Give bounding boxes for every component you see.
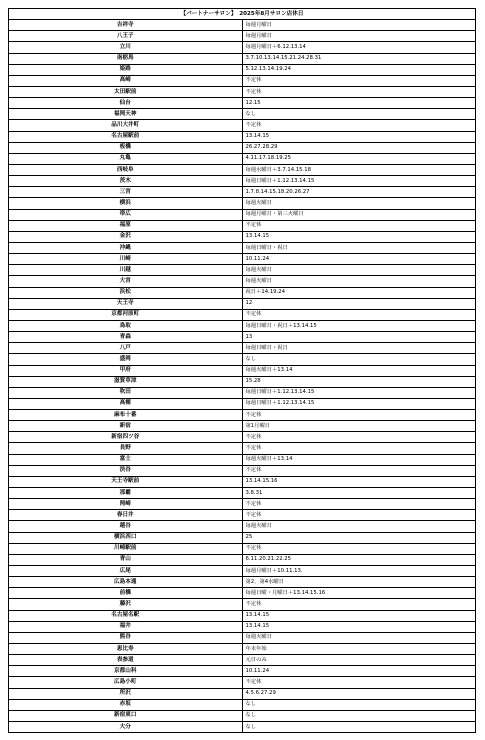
closure-days-cell: 毎週月曜日＋6.12.13.14 (242, 42, 476, 53)
salon-location-cell: 金沢 (9, 231, 243, 242)
table-row (9, 677, 476, 688)
closure-days-cell: 13 (242, 332, 476, 343)
salon-location-cell: 渋谷 (9, 465, 243, 476)
table-row (9, 64, 476, 75)
table-row (9, 265, 476, 276)
closure-days-cell: 毎週火曜日＋13.14 (242, 365, 476, 376)
salon-location-cell: 麻布十番 (9, 410, 243, 421)
table-row (9, 410, 476, 421)
closure-days-cell: 6.11.20.21.22.25 (242, 554, 476, 565)
closure-days-cell: 第2、第4水曜日 (242, 577, 476, 588)
closure-days-cell: 毎週日曜日・祝日 (242, 343, 476, 354)
salon-location-cell: 鳥取 (9, 320, 243, 331)
table-row (9, 655, 476, 666)
closure-days-cell: 毎週月曜日 (242, 20, 476, 31)
salon-location-cell: 三宮 (9, 187, 243, 198)
closure-days-cell: 毎週日曜日・祝日＋13.14.15 (242, 320, 476, 331)
closure-days-cell: 第1月曜日 (242, 421, 476, 432)
table-row (9, 75, 476, 86)
salon-location-cell: 川崎 (9, 254, 243, 265)
table-row (9, 510, 476, 521)
salon-location-cell: 八王子 (9, 31, 243, 42)
table-row (9, 31, 476, 42)
salon-location-cell: 赤坂 (9, 699, 243, 710)
closure-days-cell: 毎週火曜日 (242, 265, 476, 276)
salon-location-cell: 仙台 (9, 98, 243, 109)
salon-location-cell: 名古屋名駅 (9, 610, 243, 621)
salon-location-cell: 青森 (9, 332, 243, 343)
salon-location-cell: 高崎 (9, 75, 243, 86)
closure-days-cell: 25 (242, 532, 476, 543)
salon-location-cell: 恵比寿 (9, 644, 243, 655)
salon-location-cell: 盛岡 (9, 354, 243, 365)
table-row (9, 521, 476, 532)
salon-location-cell: 那覇 (9, 488, 243, 499)
table-row (9, 476, 476, 487)
closure-days-cell: 毎週水曜日＋3.7.14.15.18 (242, 164, 476, 175)
salon-location-cell: 川崎駅前 (9, 543, 243, 554)
table-row (9, 42, 476, 53)
salon-location-cell: 板橋 (9, 142, 243, 153)
salon-location-cell: 福井 (9, 621, 243, 632)
salon-location-cell: 茨木 (9, 176, 243, 187)
salon-location-cell: 滋賀草津 (9, 376, 243, 387)
closure-days-cell: 不定休 (242, 599, 476, 610)
table-row (9, 343, 476, 354)
closure-days-cell: 毎週日曜日＋1.12.13.14.15 (242, 398, 476, 409)
salon-location-cell: 天王寺駅前 (9, 476, 243, 487)
closure-days-cell: 毎週日曜日＋1.12.13.14.15 (242, 387, 476, 398)
table-row (9, 432, 476, 443)
closure-days-cell: 毎週日曜日・祝日 (242, 242, 476, 253)
salon-location-cell: 広島小町 (9, 677, 243, 688)
closure-days-cell: 26.27.28.29 (242, 142, 476, 153)
closure-days-cell: 不定休 (242, 75, 476, 86)
salon-location-cell: 丸亀 (9, 153, 243, 164)
salon-location-cell: 沖縄 (9, 242, 243, 253)
table-row (9, 220, 476, 231)
salon-location-cell: 川越 (9, 265, 243, 276)
closure-days-cell: 毎週月曜日・第三火曜日 (242, 209, 476, 220)
closure-days-cell: 13.14.15 (242, 231, 476, 242)
closure-days-cell: 15.28 (242, 376, 476, 387)
salon-location-cell: 吹田 (9, 387, 243, 398)
salon-location-cell: 南栃馬 (9, 53, 243, 64)
table-body (9, 20, 476, 733)
closure-days-cell: 不定休 (242, 510, 476, 521)
closure-days-cell: 4.11.17.18.19.25 (242, 153, 476, 164)
closure-days-cell: 不定休 (242, 465, 476, 476)
closure-days-cell: 不定休 (242, 543, 476, 554)
table-row (9, 376, 476, 387)
table-row (9, 320, 476, 331)
table-row (9, 398, 476, 409)
closure-days-cell: 元日のみ (242, 655, 476, 666)
closure-days-cell: 13.14.15.16 (242, 476, 476, 487)
closure-days-cell: 5.12.13.14.19.24 (242, 64, 476, 75)
salon-location-cell: 西岐阜 (9, 164, 243, 175)
closure-days-cell: 年末年始 (242, 644, 476, 655)
closure-days-cell: 不定休 (242, 86, 476, 97)
table-row (9, 20, 476, 31)
salon-location-cell: 表参道 (9, 655, 243, 666)
table-row (9, 198, 476, 209)
closure-days-cell: 毎週日曜・月曜日＋13.14.15.16 (242, 588, 476, 599)
closure-days-cell: 1.7.8.14.15.18.20.26.27 (242, 187, 476, 198)
table-row (9, 666, 476, 677)
table-row (9, 309, 476, 320)
closure-days-cell: 10.11.24 (242, 254, 476, 265)
closure-days-cell: 祝日＋14.19.24 (242, 287, 476, 298)
salon-location-cell: 太田駅前 (9, 86, 243, 97)
table-row (9, 454, 476, 465)
salon-location-cell: 広尾 (9, 566, 243, 577)
salon-location-cell: 京都河原町 (9, 309, 243, 320)
closure-days-cell: 不定休 (242, 220, 476, 231)
table-row (9, 242, 476, 253)
salon-location-cell: 青山 (9, 554, 243, 565)
closure-days-cell: なし (242, 354, 476, 365)
salon-location-cell: 広島本通 (9, 577, 243, 588)
table-row (9, 644, 476, 655)
closure-days-cell: 10.11.24 (242, 666, 476, 677)
table-row (9, 688, 476, 699)
salon-location-cell: 春日井 (9, 510, 243, 521)
salon-location-cell: 新宿四ツ谷 (9, 432, 243, 443)
table-row (9, 164, 476, 175)
salon-location-cell: 浜松 (9, 287, 243, 298)
closure-days-cell: 3.7.10.13.14.15.21.24.28.31 (242, 53, 476, 64)
salon-location-cell: 岡崎 (9, 499, 243, 510)
title-row (9, 9, 476, 20)
table-row (9, 499, 476, 510)
salon-location-cell: 品川大井町 (9, 120, 243, 131)
table-row (9, 588, 476, 599)
table-row (9, 710, 476, 721)
table-row (9, 365, 476, 376)
salon-location-cell: 福原 (9, 220, 243, 231)
salon-location-cell: 大宮 (9, 276, 243, 287)
salon-location-cell: 名古屋駅前 (9, 131, 243, 142)
salon-location-cell: 高槻 (9, 398, 243, 409)
closure-days-cell: 13.14.15 (242, 131, 476, 142)
salon-location-cell: 長野 (9, 443, 243, 454)
salon-location-cell: 大分 (9, 722, 243, 733)
closure-days-cell: 3.8.31 (242, 488, 476, 499)
table-row (9, 153, 476, 164)
salon-location-cell: 熊谷 (9, 632, 243, 643)
closure-days-cell: 13.14.15 (242, 621, 476, 632)
closure-days-cell: 毎週日曜日＋1.12.13.14.15 (242, 176, 476, 187)
closure-days-cell: なし (242, 710, 476, 721)
closure-days-cell: 毎週火曜日 (242, 521, 476, 532)
salon-location-cell: 新宿東口 (9, 710, 243, 721)
table-row (9, 387, 476, 398)
table-row (9, 421, 476, 432)
salon-location-cell: 福岡天神 (9, 109, 243, 120)
closure-days-cell: 不定休 (242, 410, 476, 421)
salon-location-cell: 姫路 (9, 64, 243, 75)
closure-days-cell: 4.5.6.27.29 (242, 688, 476, 699)
closure-days-cell: 毎週月曜日 (242, 31, 476, 42)
salon-location-cell: 立川 (9, 42, 243, 53)
table-row (9, 599, 476, 610)
closure-days-cell: 不定休 (242, 677, 476, 688)
closure-days-cell: 毎週火曜日 (242, 198, 476, 209)
table-row (9, 209, 476, 220)
salon-closure-table (8, 8, 476, 733)
table-row (9, 354, 476, 365)
salon-location-cell: 横浜西口 (9, 532, 243, 543)
table-row (9, 577, 476, 588)
salon-location-cell: 新宿 (9, 421, 243, 432)
closure-days-cell: 毎週火曜日＋13.14 (242, 454, 476, 465)
salon-location-cell: 越谷 (9, 521, 243, 532)
closure-days-cell: なし (242, 109, 476, 120)
salon-location-cell: 横浜 (9, 198, 243, 209)
salon-location-cell: 所沢 (9, 688, 243, 699)
table-row (9, 86, 476, 97)
salon-location-cell: 富士 (9, 454, 243, 465)
closure-days-cell: 13.14.15 (242, 610, 476, 621)
table-row (9, 443, 476, 454)
closure-days-cell: 不定休 (242, 309, 476, 320)
closure-days-cell: なし (242, 699, 476, 710)
salon-location-cell: 京都山科 (9, 666, 243, 677)
table-row (9, 488, 476, 499)
table-row (9, 722, 476, 733)
table-row (9, 142, 476, 153)
closure-days-cell: 毎週火曜日 (242, 276, 476, 287)
table-row (9, 287, 476, 298)
table-row (9, 465, 476, 476)
table-row (9, 187, 476, 198)
closure-days-cell: 不定休 (242, 432, 476, 443)
table-row (9, 176, 476, 187)
table-row (9, 231, 476, 242)
table-row (9, 98, 476, 109)
table-row (9, 131, 476, 142)
salon-location-cell: 甲府 (9, 365, 243, 376)
salon-location-cell: 帯広 (9, 209, 243, 220)
table-row (9, 276, 476, 287)
salon-location-cell: 吉祥寺 (9, 20, 243, 31)
table-row (9, 109, 476, 120)
table-row (9, 632, 476, 643)
closure-days-cell: なし (242, 722, 476, 733)
salon-location-cell: 藤沢 (9, 599, 243, 610)
table-row (9, 532, 476, 543)
table-row (9, 543, 476, 554)
closure-days-cell: 毎週月曜日＋10.11.13. (242, 566, 476, 577)
closure-days-cell: 不定休 (242, 499, 476, 510)
salon-location-cell: 天王寺 (9, 298, 243, 309)
salon-location-cell: 八戸 (9, 343, 243, 354)
table-row (9, 566, 476, 577)
closure-days-cell: 毎週火曜日 (242, 632, 476, 643)
table-row (9, 298, 476, 309)
table-row (9, 332, 476, 343)
table-row (9, 699, 476, 710)
table-row (9, 120, 476, 131)
closure-days-cell: 不定休 (242, 443, 476, 454)
salon-location-cell: 前橋 (9, 588, 243, 599)
table-row (9, 554, 476, 565)
table-row (9, 610, 476, 621)
table-row (9, 254, 476, 265)
table-title: 【パートナーサロン】 2025年8月サロン店休日 (9, 9, 476, 20)
closure-days-cell: 12 (242, 298, 476, 309)
table-row (9, 621, 476, 632)
closure-days-cell: 12.15 (242, 98, 476, 109)
closure-days-cell: 不定休 (242, 120, 476, 131)
table-row (9, 53, 476, 64)
